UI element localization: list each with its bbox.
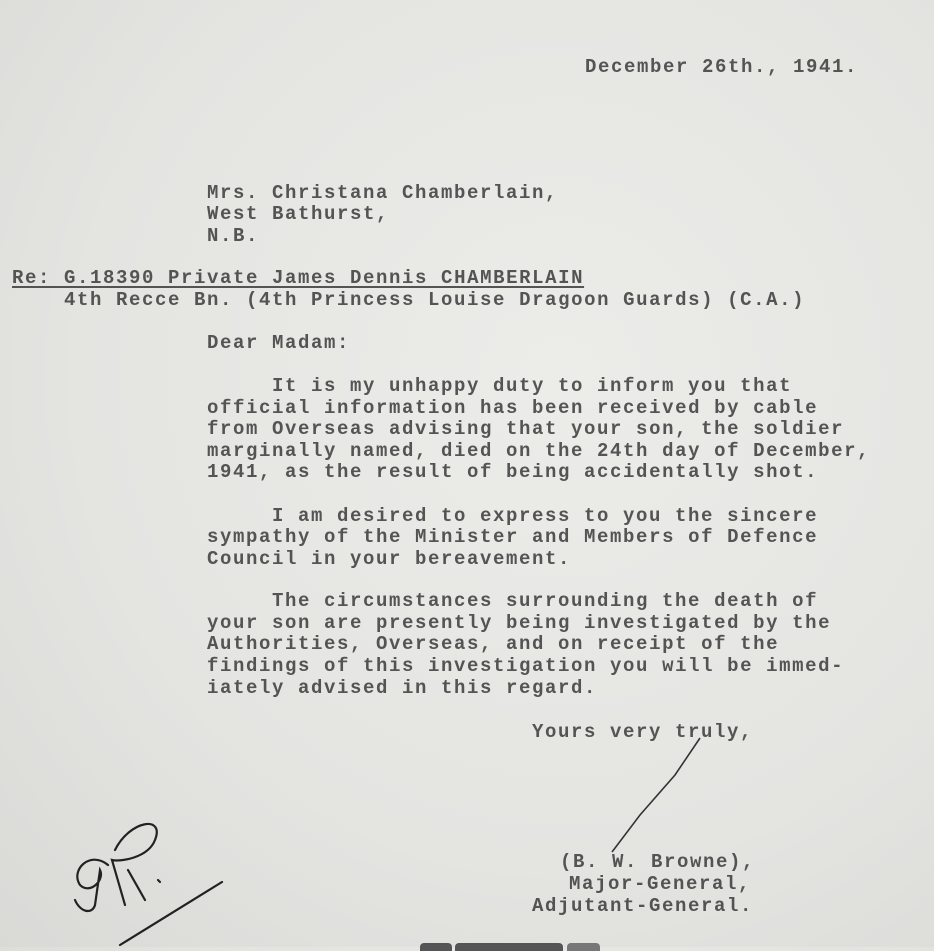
- paragraph-3-line: findings of this investigation you will be immed-: [207, 655, 845, 677]
- paragraph-3-line: Authorities, Overseas, and on receipt of the: [207, 633, 780, 655]
- paragraph-2-line: sympathy of the Minister and Members of Defence: [207, 526, 819, 548]
- signatory-name: (B. W. Browne),: [560, 851, 756, 873]
- reference-line: Re: G.18390 Private James Dennis CHAMBERLAIN: [12, 267, 585, 289]
- initials-mark: [75, 824, 222, 945]
- salutation: Dear Madam:: [207, 332, 351, 354]
- paragraph-1-line: 1941, as the result of being accidentally shot.: [207, 461, 819, 483]
- bottom-tab: [567, 943, 600, 951]
- letter-date: December 26th., 1941.: [585, 56, 859, 78]
- paragraph-2-line: I am desired to express to you the sincere: [272, 505, 819, 527]
- paragraph-1-line: marginally named, died on the 24th day of December,: [207, 440, 871, 462]
- reference-unit: 4th Recce Bn. (4th Princess Louise Dragoon Guards) (C.A.): [64, 289, 806, 311]
- paragraph-3-line: your son are presently being investigated by the: [207, 612, 832, 634]
- paragraph-3-line: iately advised in this regard.: [207, 677, 598, 699]
- paragraph-2-line: Council in your bereavement.: [207, 548, 572, 570]
- signatory-rank: Major-General,: [569, 873, 752, 895]
- recipient-address: West Bathurst,: [207, 203, 390, 225]
- paragraph-1-line: It is my unhappy duty to inform you that: [272, 375, 793, 397]
- recipient-name: Mrs. Christana Chamberlain,: [207, 182, 559, 204]
- recipient-province: N.B.: [207, 225, 260, 247]
- paragraph-3-line: The circumstances surrounding the death of: [272, 590, 819, 612]
- paragraph-1-line: official information has been received by cable: [207, 397, 819, 419]
- signature-stroke: [612, 738, 700, 852]
- signatory-title: Adjutant-General.: [532, 895, 754, 917]
- bottom-tab: [420, 943, 452, 951]
- closing: Yours very truly,: [532, 721, 754, 743]
- paragraph-1-line: from Overseas advising that your son, the soldier: [207, 418, 845, 440]
- bottom-tab: [455, 943, 563, 951]
